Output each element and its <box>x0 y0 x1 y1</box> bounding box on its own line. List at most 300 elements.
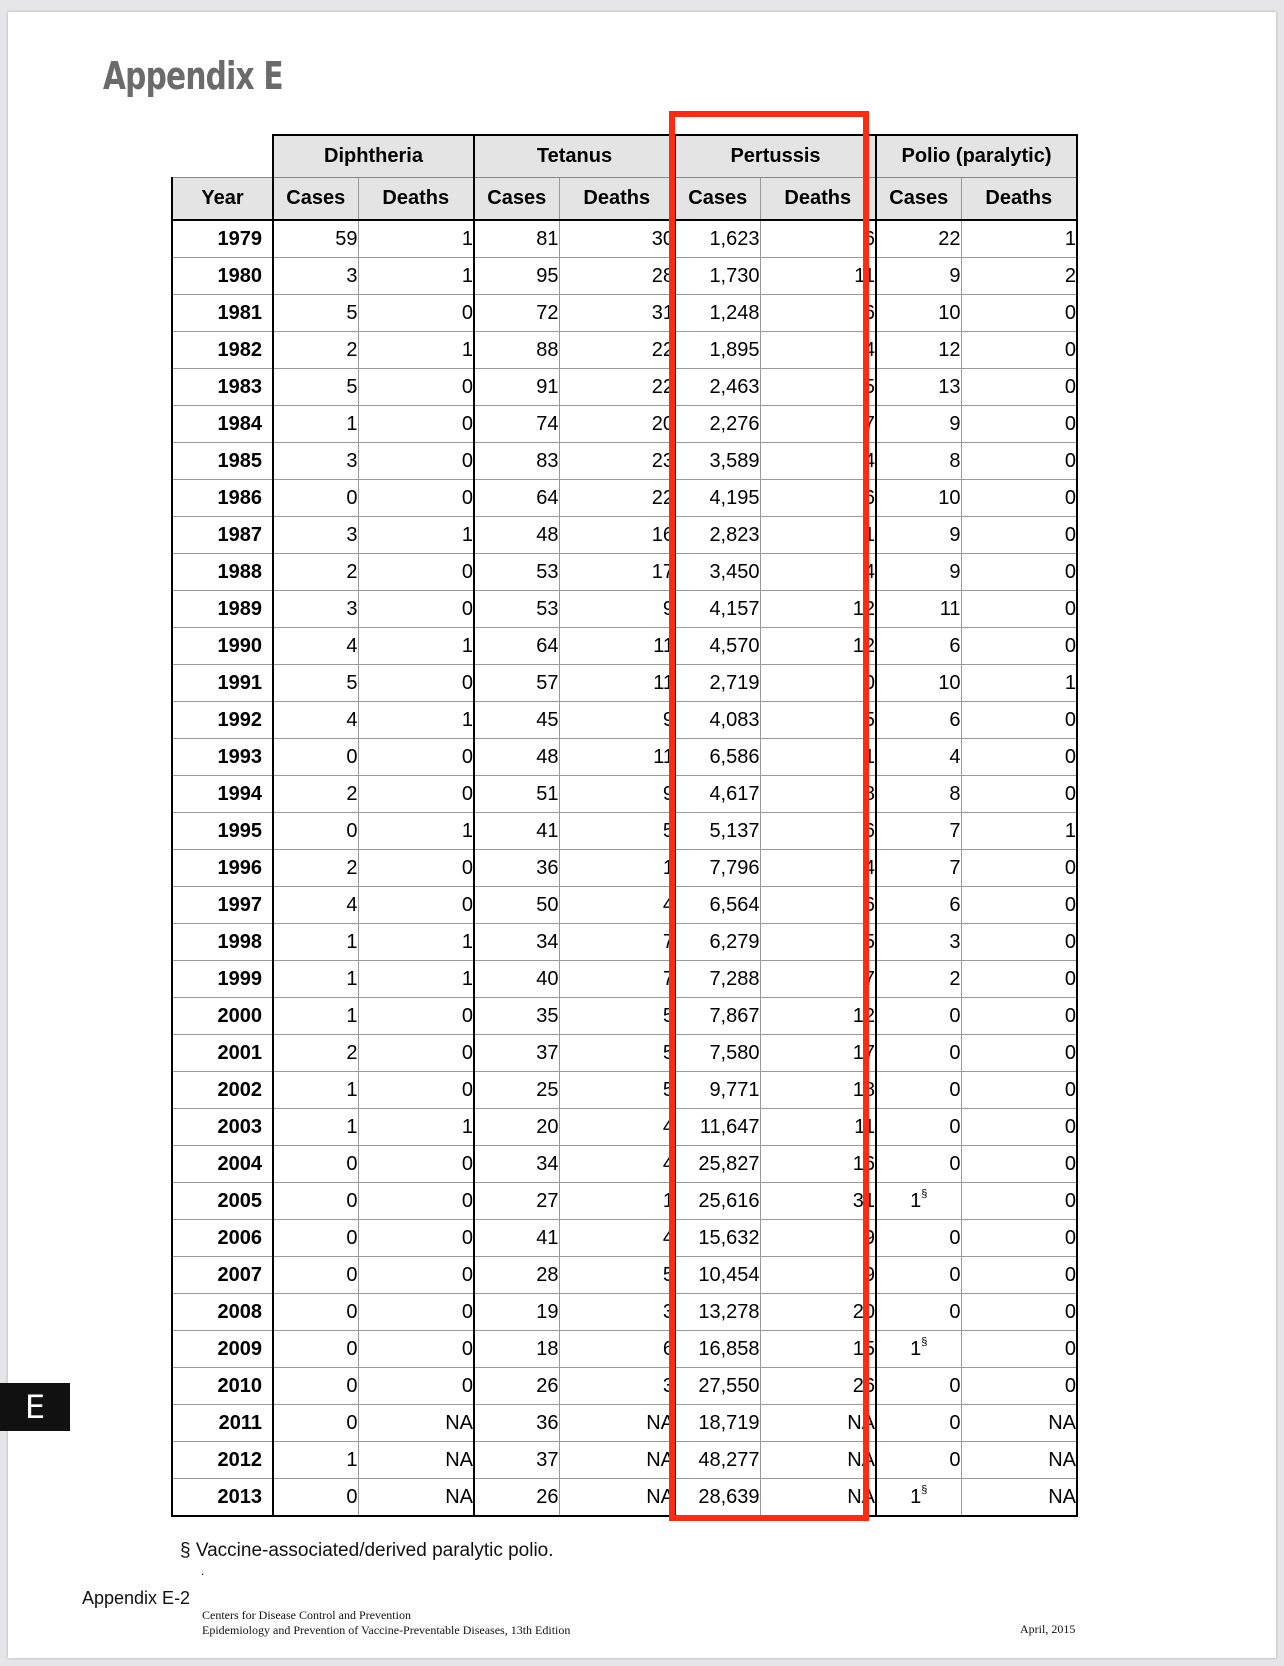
polio-deaths-header: Deaths <box>961 178 1077 221</box>
diphtheria-deaths-cell: 0 <box>358 739 474 776</box>
diphtheria-cases-cell: 2 <box>273 850 358 887</box>
tetanus-cases-cell: 37 <box>474 1442 559 1479</box>
tetanus-cases-cell: 53 <box>474 554 559 591</box>
group-header-pertussis: Pertussis <box>675 135 876 178</box>
tetanus-cases-cell: 20 <box>474 1109 559 1146</box>
tetanus-cases-cell: 37 <box>474 1035 559 1072</box>
tetanus-cases-cell: 34 <box>474 1146 559 1183</box>
tetanus-deaths-cell: 7 <box>559 961 675 998</box>
table-row <box>172 1368 1077 1405</box>
tetanus-cases-cell: 45 <box>474 702 559 739</box>
pertussis-cases-cell: 4,195 <box>675 480 760 517</box>
polio-deaths-cell: 2 <box>961 258 1077 295</box>
polio-cases-cell: 0 <box>876 1368 961 1405</box>
polio-cases-cell: 11 <box>876 591 961 628</box>
pertussis-deaths-cell: 4 <box>760 443 876 480</box>
diphtheria-deaths-cell: 1 <box>358 220 474 258</box>
pertussis-cases-cell: 18,719 <box>675 1405 760 1442</box>
diphtheria-deaths-cell: NA <box>358 1405 474 1442</box>
tetanus-cases-cell: 57 <box>474 665 559 702</box>
pertussis-cases-cell: 2,276 <box>675 406 760 443</box>
year-cell: 1984 <box>172 406 273 443</box>
year-cell: 1983 <box>172 369 273 406</box>
polio-cases-cell: 6 <box>876 628 961 665</box>
pertussis-cases-cell: 4,157 <box>675 591 760 628</box>
page-title: Appendix E <box>103 54 283 98</box>
diphtheria-cases-cell: 5 <box>273 665 358 702</box>
pertussis-cases-cell: 25,616 <box>675 1183 760 1220</box>
diphtheria-cases-cell: 59 <box>273 220 358 258</box>
diphtheria-cases-cell: 4 <box>273 628 358 665</box>
polio-cases-cell: 9 <box>876 517 961 554</box>
diphtheria-deaths-cell: 0 <box>358 998 474 1035</box>
diphtheria-cases-cell: 2 <box>273 554 358 591</box>
publication-date: April, 2015 <box>1020 1622 1076 1636</box>
pertussis-deaths-cell: 9 <box>760 1257 876 1294</box>
diphtheria-cases-cell: 0 <box>273 1331 358 1368</box>
tetanus-deaths-cell: 17 <box>559 554 675 591</box>
pertussis-cases-cell: 25,827 <box>675 1146 760 1183</box>
tetanus-deaths-cell: 22 <box>559 480 675 517</box>
section-sign-marker: § <box>921 1187 928 1200</box>
polio-cases-cell: 0 <box>876 1405 961 1442</box>
pertussis-deaths-cell: 26 <box>760 1368 876 1405</box>
table-row <box>172 295 1077 332</box>
year-cell: 1989 <box>172 591 273 628</box>
pertussis-cases-cell: 6,564 <box>675 887 760 924</box>
table-row <box>172 1072 1077 1109</box>
disease-statistics-table <box>171 134 1078 1517</box>
tetanus-cases-cell: 74 <box>474 406 559 443</box>
polio-cases-cell: 12 <box>876 332 961 369</box>
tetanus-cases-cell: 19 <box>474 1294 559 1331</box>
year-cell: 2005 <box>172 1183 273 1220</box>
polio-deaths-cell: 0 <box>961 702 1077 739</box>
polio-deaths-cell: 0 <box>961 924 1077 961</box>
year-cell: 2006 <box>172 1220 273 1257</box>
pertussis-cases-cell: 2,823 <box>675 517 760 554</box>
pertussis-cases-cell: 6,586 <box>675 739 760 776</box>
diphtheria-deaths-cell: 0 <box>358 591 474 628</box>
pertussis-cases-cell: 27,550 <box>675 1368 760 1405</box>
tetanus-deaths-header: Deaths <box>559 178 675 221</box>
diphtheria-deaths-cell: 1 <box>358 813 474 850</box>
year-cell: 1979 <box>172 220 273 258</box>
polio-deaths-cell: 0 <box>961 369 1077 406</box>
pertussis-deaths-cell: 4 <box>760 332 876 369</box>
table-row <box>172 517 1077 554</box>
diphtheria-deaths-cell: NA <box>358 1479 474 1517</box>
diphtheria-cases-cell: 2 <box>273 776 358 813</box>
diphtheria-cases-cell: 0 <box>273 1146 358 1183</box>
table-row <box>172 1146 1077 1183</box>
diphtheria-deaths-cell: 0 <box>358 1331 474 1368</box>
table-row <box>172 1331 1077 1368</box>
polio-deaths-cell: 0 <box>961 998 1077 1035</box>
year-cell: 1986 <box>172 480 273 517</box>
polio-cases-cell: 0 <box>876 1109 961 1146</box>
diphtheria-deaths-cell: 0 <box>358 406 474 443</box>
polio-deaths-cell: 0 <box>961 591 1077 628</box>
year-cell: 1994 <box>172 776 273 813</box>
year-cell: 2002 <box>172 1072 273 1109</box>
year-cell: 2008 <box>172 1294 273 1331</box>
diphtheria-deaths-cell: 1 <box>358 332 474 369</box>
polio-cases-cell: 6 <box>876 702 961 739</box>
diphtheria-cases-cell: 2 <box>273 332 358 369</box>
diphtheria-deaths-cell: 0 <box>358 443 474 480</box>
pertussis-deaths-cell: 5 <box>760 702 876 739</box>
pertussis-deaths-cell: 12 <box>760 628 876 665</box>
document-page <box>8 12 1276 1658</box>
polio-cases-cell: 0 <box>876 1257 961 1294</box>
polio-deaths-cell: 0 <box>961 776 1077 813</box>
diphtheria-cases-cell: 1 <box>273 998 358 1035</box>
year-cell: 1982 <box>172 332 273 369</box>
tetanus-cases-cell: 81 <box>474 220 559 258</box>
appendix-page-label: Appendix E-2 <box>82 1588 191 1608</box>
group-header-diphtheria: Diphtheria <box>273 135 474 178</box>
polio-deaths-cell: 1 <box>961 665 1077 702</box>
pertussis-deaths-cell: 4 <box>760 554 876 591</box>
year-cell: 2001 <box>172 1035 273 1072</box>
polio-deaths-cell: NA <box>961 1442 1077 1479</box>
polio-deaths-cell: NA <box>961 1405 1077 1442</box>
pertussis-cases-cell: 7,288 <box>675 961 760 998</box>
year-cell: 1981 <box>172 295 273 332</box>
pertussis-deaths-cell: 20 <box>760 1294 876 1331</box>
polio-cases-cell: 6 <box>876 887 961 924</box>
pertussis-cases-cell: 1,248 <box>675 295 760 332</box>
year-cell: 1997 <box>172 887 273 924</box>
diphtheria-deaths-cell: 1 <box>358 1109 474 1146</box>
table-row <box>172 591 1077 628</box>
diphtheria-deaths-cell: 0 <box>358 1183 474 1220</box>
diphtheria-cases-cell: 1 <box>273 1442 358 1479</box>
diphtheria-deaths-cell: 0 <box>358 1294 474 1331</box>
table-row <box>172 702 1077 739</box>
diphtheria-deaths-cell: 0 <box>358 295 474 332</box>
tetanus-deaths-cell: 11 <box>559 628 675 665</box>
table-row <box>172 1257 1077 1294</box>
diphtheria-deaths-cell: 0 <box>358 1146 474 1183</box>
polio-deaths-cell: 0 <box>961 961 1077 998</box>
tetanus-deaths-cell: 9 <box>559 591 675 628</box>
tetanus-deaths-cell: 4 <box>559 1109 675 1146</box>
diphtheria-cases-cell: 2 <box>273 1035 358 1072</box>
tetanus-deaths-cell: 11 <box>559 739 675 776</box>
header-spacer <box>172 135 273 178</box>
section-sign-marker: § <box>921 1483 928 1496</box>
polio-cases-cell: 1§ <box>876 1479 961 1517</box>
tetanus-deaths-cell: 9 <box>559 776 675 813</box>
table-row <box>172 258 1077 295</box>
table-row <box>172 1479 1077 1517</box>
diphtheria-cases-cell: 3 <box>273 591 358 628</box>
pertussis-deaths-cell: NA <box>760 1442 876 1479</box>
year-cell: 2011 <box>172 1405 273 1442</box>
diphtheria-deaths-header: Deaths <box>358 178 474 221</box>
diphtheria-cases-cell: 1 <box>273 1072 358 1109</box>
diphtheria-deaths-cell: 1 <box>358 702 474 739</box>
pertussis-deaths-cell: 16 <box>760 1146 876 1183</box>
polio-deaths-cell: 0 <box>961 517 1077 554</box>
pertussis-cases-cell: 7,796 <box>675 850 760 887</box>
tetanus-cases-header: Cases <box>474 178 559 221</box>
polio-cases-cell: 1§ <box>876 1183 961 1220</box>
pertussis-deaths-cell: 11 <box>760 258 876 295</box>
tetanus-deaths-cell: 1 <box>559 850 675 887</box>
polio-cases-cell: 0 <box>876 1294 961 1331</box>
polio-deaths-cell: 0 <box>961 628 1077 665</box>
polio-cases-cell: 9 <box>876 258 961 295</box>
year-cell: 1980 <box>172 258 273 295</box>
pertussis-deaths-cell: 0 <box>760 665 876 702</box>
pertussis-deaths-cell: 17 <box>760 1035 876 1072</box>
tetanus-cases-cell: 64 <box>474 480 559 517</box>
polio-deaths-cell: 0 <box>961 1183 1077 1220</box>
pertussis-deaths-cell: 18 <box>760 1072 876 1109</box>
diphtheria-cases-cell: 1 <box>273 1109 358 1146</box>
polio-cases-cell: 10 <box>876 295 961 332</box>
tetanus-deaths-cell: NA <box>559 1442 675 1479</box>
polio-deaths-cell: 0 <box>961 1109 1077 1146</box>
pertussis-deaths-cell: 7 <box>760 961 876 998</box>
tetanus-deaths-cell: 11 <box>559 665 675 702</box>
polio-deaths-cell: 0 <box>961 1294 1077 1331</box>
table-row <box>172 443 1077 480</box>
pertussis-cases-cell: 5,137 <box>675 813 760 850</box>
polio-cases-cell: 10 <box>876 665 961 702</box>
diphtheria-deaths-cell: 0 <box>358 554 474 591</box>
polio-deaths-cell: 0 <box>961 554 1077 591</box>
pertussis-deaths-cell: 11 <box>760 1109 876 1146</box>
polio-cases-cell: 0 <box>876 1035 961 1072</box>
polio-deaths-cell: 0 <box>961 406 1077 443</box>
table-row <box>172 406 1077 443</box>
diphtheria-deaths-cell: 1 <box>358 961 474 998</box>
table-row <box>172 220 1077 258</box>
tetanus-deaths-cell: 3 <box>559 1294 675 1331</box>
pertussis-deaths-cell: 5 <box>760 369 876 406</box>
diphtheria-cases-cell: 1 <box>273 406 358 443</box>
pertussis-cases-cell: 2,463 <box>675 369 760 406</box>
pertussis-deaths-cell: 15 <box>760 1331 876 1368</box>
diphtheria-deaths-cell: 0 <box>358 850 474 887</box>
diphtheria-cases-cell: 0 <box>273 1368 358 1405</box>
tetanus-cases-cell: 41 <box>474 813 559 850</box>
pertussis-cases-cell: 4,617 <box>675 776 760 813</box>
tetanus-cases-cell: 34 <box>474 924 559 961</box>
polio-cases-cell: 3 <box>876 924 961 961</box>
pertussis-cases-cell: 7,867 <box>675 998 760 1035</box>
table-row <box>172 554 1077 591</box>
polio-cases-cell: 0 <box>876 1072 961 1109</box>
footnote: § Vaccine-associated/derived paralytic polio. <box>180 1540 554 1561</box>
diphtheria-cases-cell: 3 <box>273 258 358 295</box>
pertussis-cases-cell: 15,632 <box>675 1220 760 1257</box>
sub-header-row <box>172 178 1077 221</box>
diphtheria-deaths-cell: 1 <box>358 517 474 554</box>
diphtheria-deaths-cell: 1 <box>358 628 474 665</box>
year-cell: 1992 <box>172 702 273 739</box>
diphtheria-deaths-cell: 0 <box>358 1257 474 1294</box>
group-header-polio: Polio (paralytic) <box>876 135 1077 178</box>
table-row <box>172 924 1077 961</box>
polio-deaths-cell: 0 <box>961 739 1077 776</box>
polio-deaths-cell: 0 <box>961 480 1077 517</box>
pertussis-cases-header: Cases <box>675 178 760 221</box>
polio-deaths-cell: 1 <box>961 813 1077 850</box>
tetanus-cases-cell: 95 <box>474 258 559 295</box>
tetanus-cases-cell: 72 <box>474 295 559 332</box>
pertussis-cases-cell: 9,771 <box>675 1072 760 1109</box>
diphtheria-deaths-cell: 0 <box>358 887 474 924</box>
tetanus-deaths-cell: NA <box>559 1479 675 1517</box>
tetanus-deaths-cell: 30 <box>559 220 675 258</box>
pertussis-cases-cell: 10,454 <box>675 1257 760 1294</box>
diphtheria-cases-cell: 0 <box>273 1405 358 1442</box>
year-cell: 2004 <box>172 1146 273 1183</box>
diphtheria-deaths-cell: 0 <box>358 480 474 517</box>
year-cell: 1991 <box>172 665 273 702</box>
year-cell: 2003 <box>172 1109 273 1146</box>
polio-cases-header: Cases <box>876 178 961 221</box>
polio-deaths-cell: 0 <box>961 295 1077 332</box>
polio-cases-cell: 8 <box>876 443 961 480</box>
diphtheria-cases-cell: 0 <box>273 1294 358 1331</box>
tetanus-cases-cell: 48 <box>474 739 559 776</box>
polio-cases-cell: 9 <box>876 554 961 591</box>
polio-deaths-cell: 0 <box>961 850 1077 887</box>
tetanus-deaths-cell: 5 <box>559 1035 675 1072</box>
polio-cases-cell: 7 <box>876 850 961 887</box>
publisher-info <box>202 1608 570 1638</box>
section-sign-marker: § <box>921 1335 928 1348</box>
year-cell: 1995 <box>172 813 273 850</box>
group-header-tetanus: Tetanus <box>474 135 675 178</box>
diphtheria-cases-cell: 1 <box>273 961 358 998</box>
polio-cases-cell: 4 <box>876 739 961 776</box>
polio-deaths-cell: 0 <box>961 1220 1077 1257</box>
diphtheria-cases-cell: 0 <box>273 1220 358 1257</box>
pertussis-deaths-cell: 6 <box>760 295 876 332</box>
diphtheria-deaths-cell: 0 <box>358 1072 474 1109</box>
table-row <box>172 776 1077 813</box>
tetanus-deaths-cell: 5 <box>559 1072 675 1109</box>
pertussis-deaths-cell: 8 <box>760 776 876 813</box>
year-cell: 1985 <box>172 443 273 480</box>
tetanus-deaths-cell: 5 <box>559 998 675 1035</box>
polio-deaths-cell: 0 <box>961 1257 1077 1294</box>
tetanus-deaths-cell: 22 <box>559 332 675 369</box>
appendix-tab: E <box>0 1383 70 1431</box>
publisher-line-1: Centers for Disease Control and Prevention <box>202 1608 411 1622</box>
publisher-line-2: Epidemiology and Prevention of Vaccine-Preventable Diseases, 13th Edition <box>202 1623 571 1637</box>
diphtheria-cases-cell: 0 <box>273 1257 358 1294</box>
year-cell: 2010 <box>172 1368 273 1405</box>
diphtheria-cases-cell: 3 <box>273 517 358 554</box>
tetanus-cases-cell: 36 <box>474 850 559 887</box>
pertussis-cases-cell: 7,580 <box>675 1035 760 1072</box>
tetanus-deaths-cell: 20 <box>559 406 675 443</box>
pertussis-deaths-cell: 7 <box>760 406 876 443</box>
tetanus-cases-cell: 40 <box>474 961 559 998</box>
tetanus-deaths-cell: 22 <box>559 369 675 406</box>
table-row <box>172 1220 1077 1257</box>
diphtheria-cases-cell: 0 <box>273 1183 358 1220</box>
polio-cases-cell: 7 <box>876 813 961 850</box>
pertussis-deaths-cell: NA <box>760 1405 876 1442</box>
tetanus-deaths-cell: 4 <box>559 1146 675 1183</box>
year-cell: 1990 <box>172 628 273 665</box>
tetanus-deaths-cell: 4 <box>559 1220 675 1257</box>
tetanus-cases-cell: 27 <box>474 1183 559 1220</box>
pertussis-deaths-cell: 6 <box>760 813 876 850</box>
diphtheria-cases-header: Cases <box>273 178 358 221</box>
pertussis-cases-cell: 3,589 <box>675 443 760 480</box>
year-cell: 2007 <box>172 1257 273 1294</box>
tetanus-deaths-cell: 4 <box>559 887 675 924</box>
year-cell: 1998 <box>172 924 273 961</box>
pertussis-deaths-cell: NA <box>760 1479 876 1517</box>
pertussis-cases-cell: 4,083 <box>675 702 760 739</box>
tetanus-deaths-cell: 28 <box>559 258 675 295</box>
tetanus-cases-cell: 51 <box>474 776 559 813</box>
pertussis-deaths-cell: 1 <box>760 517 876 554</box>
footnote-dot: . <box>201 1564 205 1578</box>
diphtheria-deaths-cell: 0 <box>358 1368 474 1405</box>
polio-cases-cell: 8 <box>876 776 961 813</box>
polio-cases-cell: 13 <box>876 369 961 406</box>
polio-deaths-cell: 0 <box>961 1331 1077 1368</box>
diphtheria-deaths-cell: 1 <box>358 258 474 295</box>
polio-cases-cell: 9 <box>876 406 961 443</box>
pertussis-deaths-cell: 6 <box>760 887 876 924</box>
pertussis-cases-cell: 1,730 <box>675 258 760 295</box>
pertussis-cases-cell: 3,450 <box>675 554 760 591</box>
table-row <box>172 1405 1077 1442</box>
pertussis-cases-cell: 2,719 <box>675 665 760 702</box>
pertussis-cases-cell: 11,647 <box>675 1109 760 1146</box>
diphtheria-cases-cell: 1 <box>273 924 358 961</box>
polio-deaths-cell: 1 <box>961 220 1077 258</box>
tetanus-cases-cell: 28 <box>474 1257 559 1294</box>
diphtheria-deaths-cell: 0 <box>358 1035 474 1072</box>
pertussis-deaths-cell: 9 <box>760 1220 876 1257</box>
pertussis-deaths-cell: 12 <box>760 998 876 1035</box>
polio-deaths-cell: 0 <box>961 443 1077 480</box>
diphtheria-cases-cell: 0 <box>273 480 358 517</box>
diphtheria-cases-cell: 0 <box>273 1479 358 1517</box>
diphtheria-cases-cell: 5 <box>273 369 358 406</box>
pertussis-deaths-header: Deaths <box>760 178 876 221</box>
pertussis-cases-cell: 16,858 <box>675 1331 760 1368</box>
table-row <box>172 665 1077 702</box>
pertussis-deaths-cell: 1 <box>760 739 876 776</box>
diphtheria-cases-cell: 0 <box>273 739 358 776</box>
pertussis-deaths-cell: 6 <box>760 480 876 517</box>
tetanus-deaths-cell: NA <box>559 1405 675 1442</box>
group-header-row <box>172 135 1077 178</box>
year-cell: 1996 <box>172 850 273 887</box>
polio-deaths-cell: 0 <box>961 332 1077 369</box>
tetanus-cases-cell: 18 <box>474 1331 559 1368</box>
year-cell: 1988 <box>172 554 273 591</box>
table-row <box>172 1109 1077 1146</box>
table-row <box>172 369 1077 406</box>
polio-cases-cell: 2 <box>876 961 961 998</box>
